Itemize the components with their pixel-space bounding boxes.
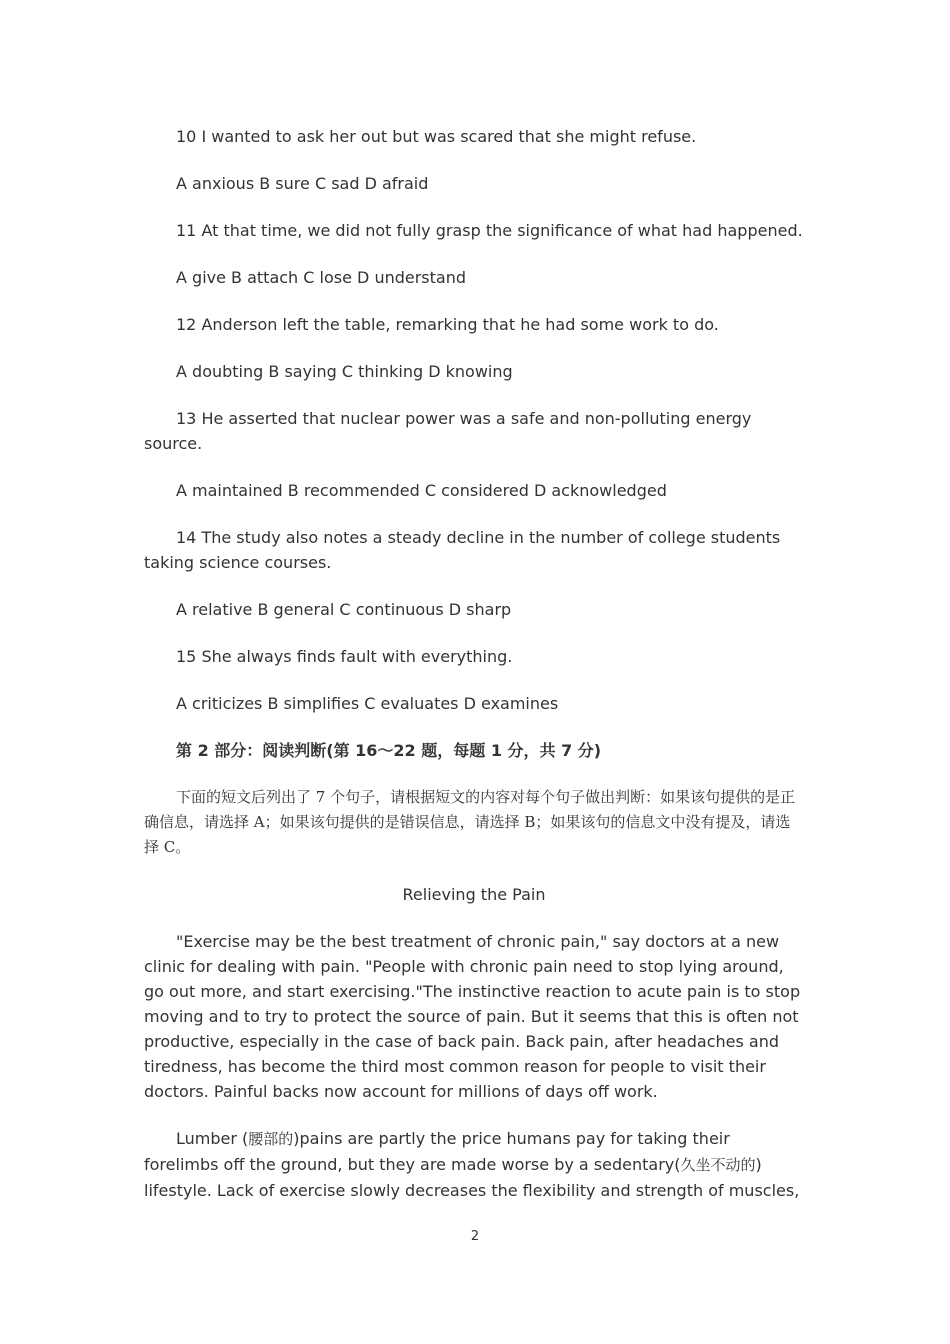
question-11-options: A give B attach C lose D understand bbox=[176, 268, 467, 287]
passage-p2-chinese-gloss-2: 久坐不动的 bbox=[680, 1156, 756, 1174]
question-10-stem: 10 I wanted to ask her out but was scared that she might refuse. bbox=[176, 127, 697, 146]
passage-title: Relieving the Pain bbox=[402, 885, 546, 904]
question-14-options: A relative B general C continuous D sharp bbox=[176, 600, 512, 619]
passage-p2-part-a: Lumber ( bbox=[176, 1129, 249, 1148]
passage-p2-part-b: )pains are partly the price humans pay for taking their forelimbs off the ground, but they are made worse by a sedentary( bbox=[144, 1129, 730, 1174]
section-instructions: 下面的短文后列出了 7 个句子，请根据短文的内容对每个句子做出判断：如果该句提供的是正确信息，请选择 A；如果该句提供的是错误信息，请选择 B；如果该句的信息文中没有提及，请选择 C。 bbox=[144, 788, 796, 856]
question-15-stem: 15 She always finds fault with everything. bbox=[176, 647, 513, 666]
passage-paragraph-2 bbox=[144, 1126, 804, 1203]
question-15-options: A criticizes B simplifies C evaluates D examines bbox=[176, 694, 559, 713]
question-14-stem: 14 The study also notes a steady decline in the number of college students taking science courses. bbox=[144, 528, 781, 572]
section-heading: 第 2 部分：阅读判断(第 16～22 题，每题 1 分，共 7 分) bbox=[176, 741, 602, 760]
question-13-options: A maintained B recommended C considered D acknowledged bbox=[176, 481, 667, 500]
question-12-options: A doubting B saying C thinking D knowing bbox=[176, 362, 513, 381]
question-10-options: A anxious B sure C sad D afraid bbox=[176, 174, 429, 193]
question-11-stem: 11 At that time, we did not fully grasp the significance of what had happened. bbox=[176, 221, 803, 240]
question-13-stem: 13 He asserted that nuclear power was a safe and non-polluting energy source. bbox=[144, 409, 752, 453]
passage-p2-part-c: ) lifestyle. Lack of exercise slowly decreases the flexibility and strength of muscles, bbox=[144, 1155, 800, 1200]
page-number: 2 bbox=[470, 1229, 480, 1244]
passage-p2-chinese-gloss-1: 腰部的 bbox=[248, 1130, 294, 1148]
page-content bbox=[144, 124, 804, 1225]
question-12-stem: 12 Anderson left the table, remarking that he had some work to do. bbox=[176, 315, 719, 334]
passage-paragraph-1: "Exercise may be the best treatment of chronic pain," say doctors at a new clinic for dealing with pain. "People with chronic pain need to stop lying around, go out more, and start exercising."The instinctive reaction to acute pain is to stop moving and to try to protect the source of pain. But it seems that this is often not productive, especially in the case of back pain. Back pain, after headaches and tiredness, has become the third most common reason for people to visit their doctors. Painful backs now account for millions of days off work. bbox=[144, 932, 801, 1101]
